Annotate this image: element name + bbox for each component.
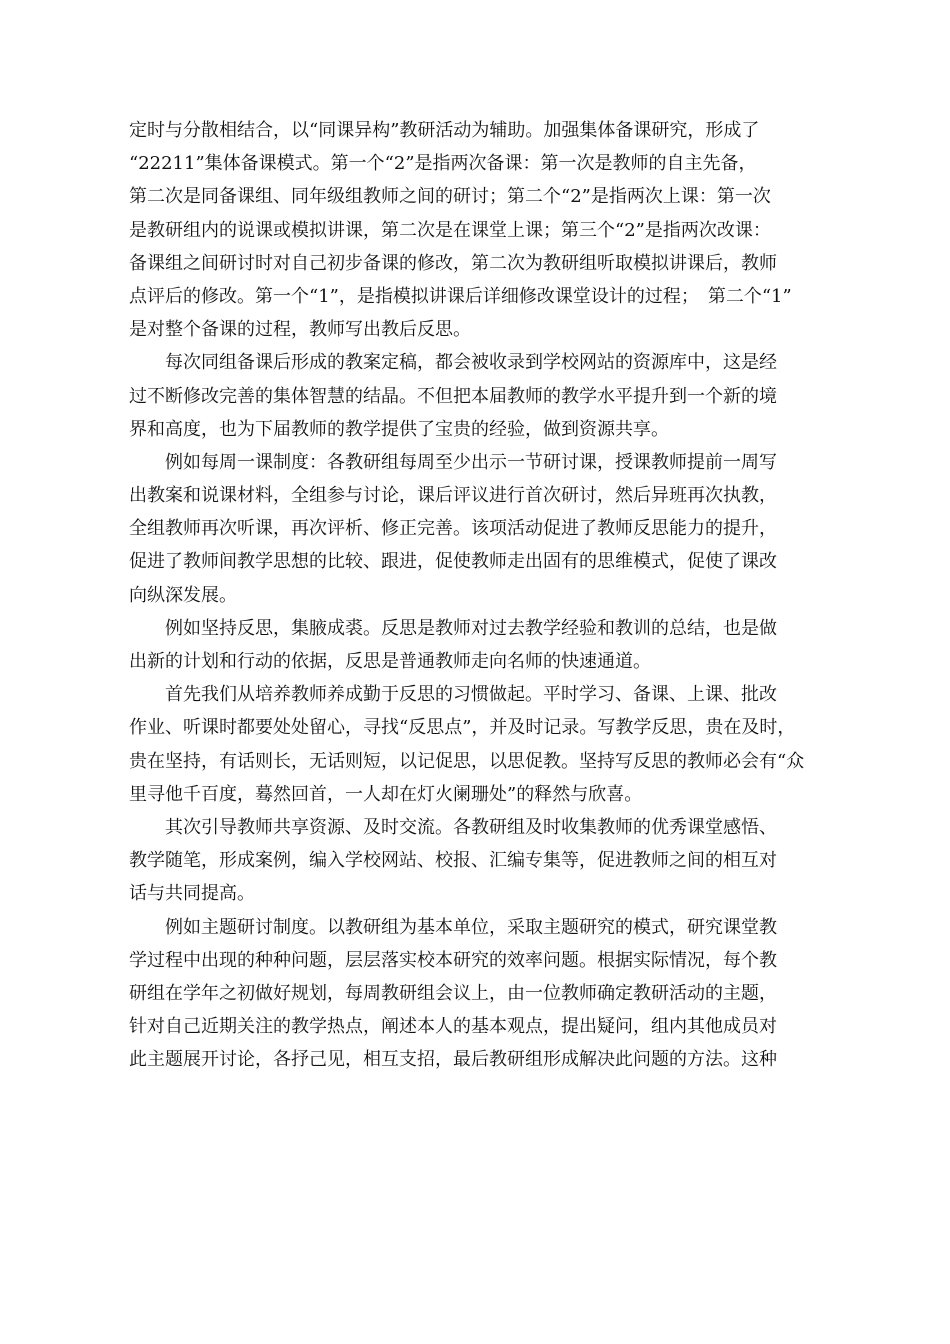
paragraph-collective-lesson-prep (129, 114, 829, 346)
text-line: 研组在学年之初做好规划，每周教研组会议上，由一位教师确定教研活动的主题， (129, 982, 777, 1004)
text-line: 定时与分散相结合，以“同课异构”教研活动为辅助。加强集体备课研究，形成了 (129, 120, 760, 141)
text-line: 是对整个备课的过程，教师写出教后反思。 (129, 319, 471, 341)
text-line: 教学随笔，形成案例，编入学校网站、校报、汇编专集等，促进教师之间的相互对 (129, 850, 777, 872)
text-line: 针对自己近期关注的教学热点，阐述本人的基本观点，提出疑问，组内其他成员对 (129, 1016, 777, 1038)
text-line: 出教案和说课材料，全组参与讨论，课后评议进行首次研讨，然后异班再次执教， (129, 485, 777, 507)
text-line: 首先我们从培养教师养成勤于反思的习惯做起。平时学习、备课、上课、批改 (129, 684, 777, 706)
text-line: 里寻他千百度，蓦然回首，一人却在灯火阑珊处”的释然与欣喜。 (129, 783, 643, 805)
text-line: 每次同组备课后形成的教案定稿，都会被收录到学校网站的资源库中，这是经 (129, 352, 777, 374)
text-line: 过不断修改完善的集体智慧的结晶。不但把本届教师的教学水平提升到一个新的境 (129, 385, 777, 407)
paragraph-weekly-lesson (129, 446, 829, 612)
text-line: 点评后的修改。第一个“1”，是指模拟讲课后详细修改课堂设计的过程； 第二个“1” (129, 285, 792, 307)
text-line: 例如主题研讨制度。以教研组为基本单位，采取主题研究的模式，研究课堂教 (129, 916, 777, 938)
text-line: 作业、听课时都要处处留心，寻找“反思点”，并及时记录。写教学反思，贵在及时， (129, 717, 796, 739)
text-line: 促进了教师间教学思想的比较、跟进，促使教师走出固有的思维模式，促使了课改 (129, 551, 777, 573)
text-line: 此主题展开讨论，各抒己见，相互支招，最后教研组形成解决此问题的方法。这种 (129, 1049, 777, 1071)
text-line: 界和高度，也为下届教师的教学提供了宝贵的经验，做到资源共享。 (129, 418, 669, 440)
text-line: 第二次是同备课组、同年级组教师之间的研讨；第二个“2”是指两次上课：第一次 (129, 186, 771, 208)
paragraph-reflection-habit (129, 678, 829, 811)
text-line: 例如每周一课制度：各教研组每周至少出示一节研讨课，授课教师提前一周写 (129, 451, 777, 473)
paragraph-resource-sharing (129, 346, 829, 446)
text-line: 备课组之间研讨时对自己初步备课的修改，第二次为教研组听取模拟讲课后，教师 (129, 252, 777, 274)
document-body (129, 114, 829, 1076)
text-line: “22211”集体备课模式。第一个“2”是指两次备课：第一次是教师的自主先备， (129, 153, 757, 175)
text-line: 其次引导教师共享资源、及时交流。各教研组及时收集教师的优秀课堂感悟、 (129, 816, 777, 838)
text-line: 例如坚持反思，集腋成裘。反思是教师对过去教学经验和教训的总结，也是做 (129, 617, 777, 639)
text-line: 向纵深发展。 (129, 584, 237, 606)
text-line: 学过程中出现的种种问题，层层落实校本研究的效率问题。根据实际情况，每个教 (129, 949, 777, 971)
text-line: 贵在坚持，有话则长，无话则短，以记促思，以思促教。坚持写反思的教师必会有“众 (129, 750, 805, 772)
text-line: 话与共同提高。 (129, 883, 255, 905)
paragraph-sharing-exchange (129, 811, 829, 911)
paragraph-reflection (129, 612, 829, 678)
text-line: 全组教师再次听课，再次评析、修正完善。该项活动促进了教师反思能力的提升， (129, 518, 777, 540)
text-line: 出新的计划和行动的依据，反思是普通教师走向名师的快速通道。 (129, 651, 651, 672)
text-line: 是教研组内的说课或模拟讲课，第二次是在课堂上课；第三个“2”是指两次改课： (129, 219, 771, 241)
paragraph-theme-seminar (129, 911, 829, 1077)
